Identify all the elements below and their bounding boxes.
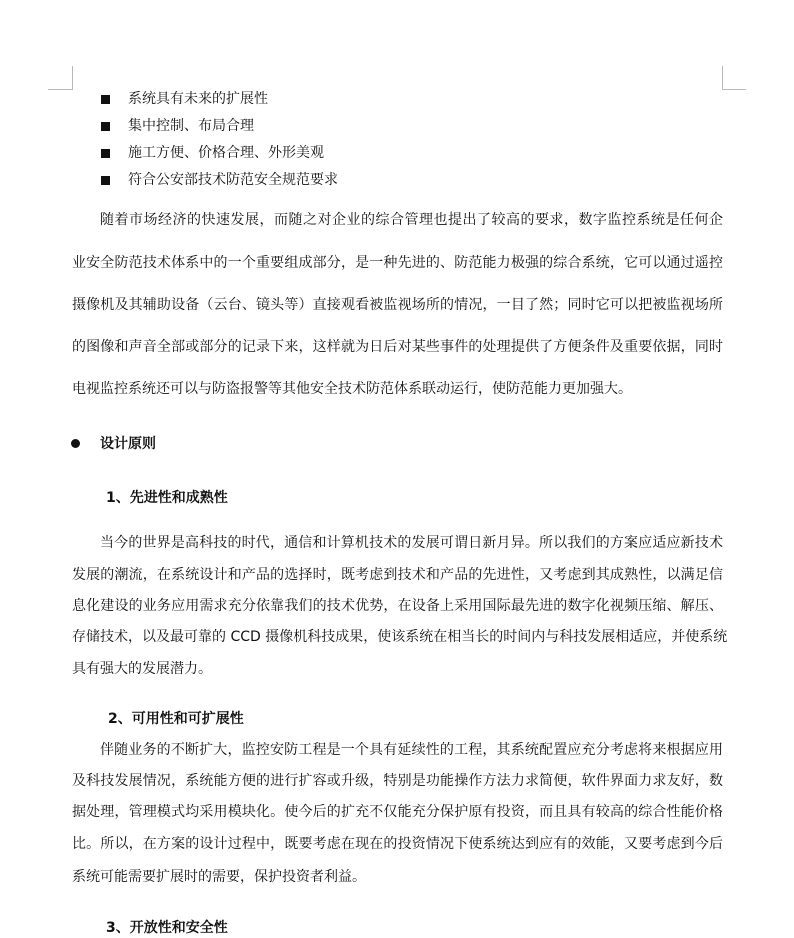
crop-mark-left-vertical	[72, 66, 73, 90]
paragraph-line: 的图像和声音全部或部分的记录下来，这样就为日后对某些事件的处理提供了方便条件及重要依据，同时	[72, 339, 723, 355]
paragraph-line: 比。所以，在方案的设计过程中，既要考虑在现在的投资情况下使系统达到应有的效能，又要考虑到今后	[72, 836, 723, 852]
square-bullet-icon	[101, 122, 110, 131]
paragraph-line: 据处理，管理模式均采用模块化。使今后的扩充不仅能充分保护原有投资，而且具有较高的综合性能价格	[72, 804, 723, 820]
paragraph-line: 具有强大的发展潜力。	[72, 661, 212, 677]
paragraph-line: 发展的潮流，在系统设计和产品的选择时，既考虑到技术和产品的先进性，又考虑到其成熟性，以满足信	[72, 567, 723, 583]
paragraph-line: 电视监控系统还可以与防盗报警等其他安全技术防范体系联动运行，使防范能力更加强大。	[72, 381, 632, 397]
crop-mark-right-horizontal	[722, 89, 746, 90]
paragraph-line: 随着市场经济的快速发展，而随之对企业的综合管理也提出了较高的要求，数字监控系统是任何企	[100, 212, 723, 228]
section-2-title: 2、可用性和可扩展性	[108, 711, 244, 727]
section-3-title: 3、开放性和安全性	[106, 920, 228, 936]
square-bullet-icon	[101, 176, 110, 185]
design-principles-heading: 设计原则	[100, 436, 156, 452]
list-item: 符合公安部技术防范安全规范要求	[128, 172, 338, 188]
section-1-title: 1、先进性和成熟性	[106, 490, 228, 506]
paragraph-line: 当今的世界是高科技的时代，通信和计算机技术的发展可谓日新月异。所以我们的方案应适应新技术	[100, 535, 723, 551]
list-item: 集中控制、布局合理	[128, 118, 254, 134]
paragraph-line: 系统可能需要扩展时的需要，保护投资者利益。	[72, 869, 366, 885]
crop-mark-left-horizontal	[48, 89, 72, 90]
round-bullet-icon	[71, 439, 80, 448]
crop-mark-right-vertical	[722, 66, 723, 90]
paragraph-line: 存储技术，以及最可靠的 CCD 摄像机科技成果，使该系统在相当长的时间内与科技发展相适应，并使系统	[72, 629, 728, 645]
paragraph-line: 及科技发展情况，系统能方便的进行扩容或升级，特别是功能操作方法力求简便，软件界面力求友好，数	[72, 773, 723, 789]
paragraph-line: 伴随业务的不断扩大，监控安防工程是一个具有延续性的工程，其系统配置应充分考虑将来根据应用	[100, 742, 723, 758]
paragraph-line: 息化建设的业务应用需求充分依靠我们的技术优势，在设备上采用国际最先进的数字化视频压缩、解压、	[72, 598, 723, 614]
paragraph-line: 业安全防范技术体系中的一个重要组成部分，是一种先进的、防范能力极强的综合系统，它可以通过遥控	[72, 255, 723, 271]
paragraph-line: 摄像机及其辅助设备（云台、镜头等）直接观看被监视场所的情况，一目了然；同时它可以把被监视场所	[72, 297, 723, 313]
list-item: 施工方便、价格合理、外形美观	[128, 145, 324, 161]
square-bullet-icon	[101, 149, 110, 158]
square-bullet-icon	[101, 95, 110, 104]
list-item: 系统具有未来的扩展性	[128, 91, 268, 107]
